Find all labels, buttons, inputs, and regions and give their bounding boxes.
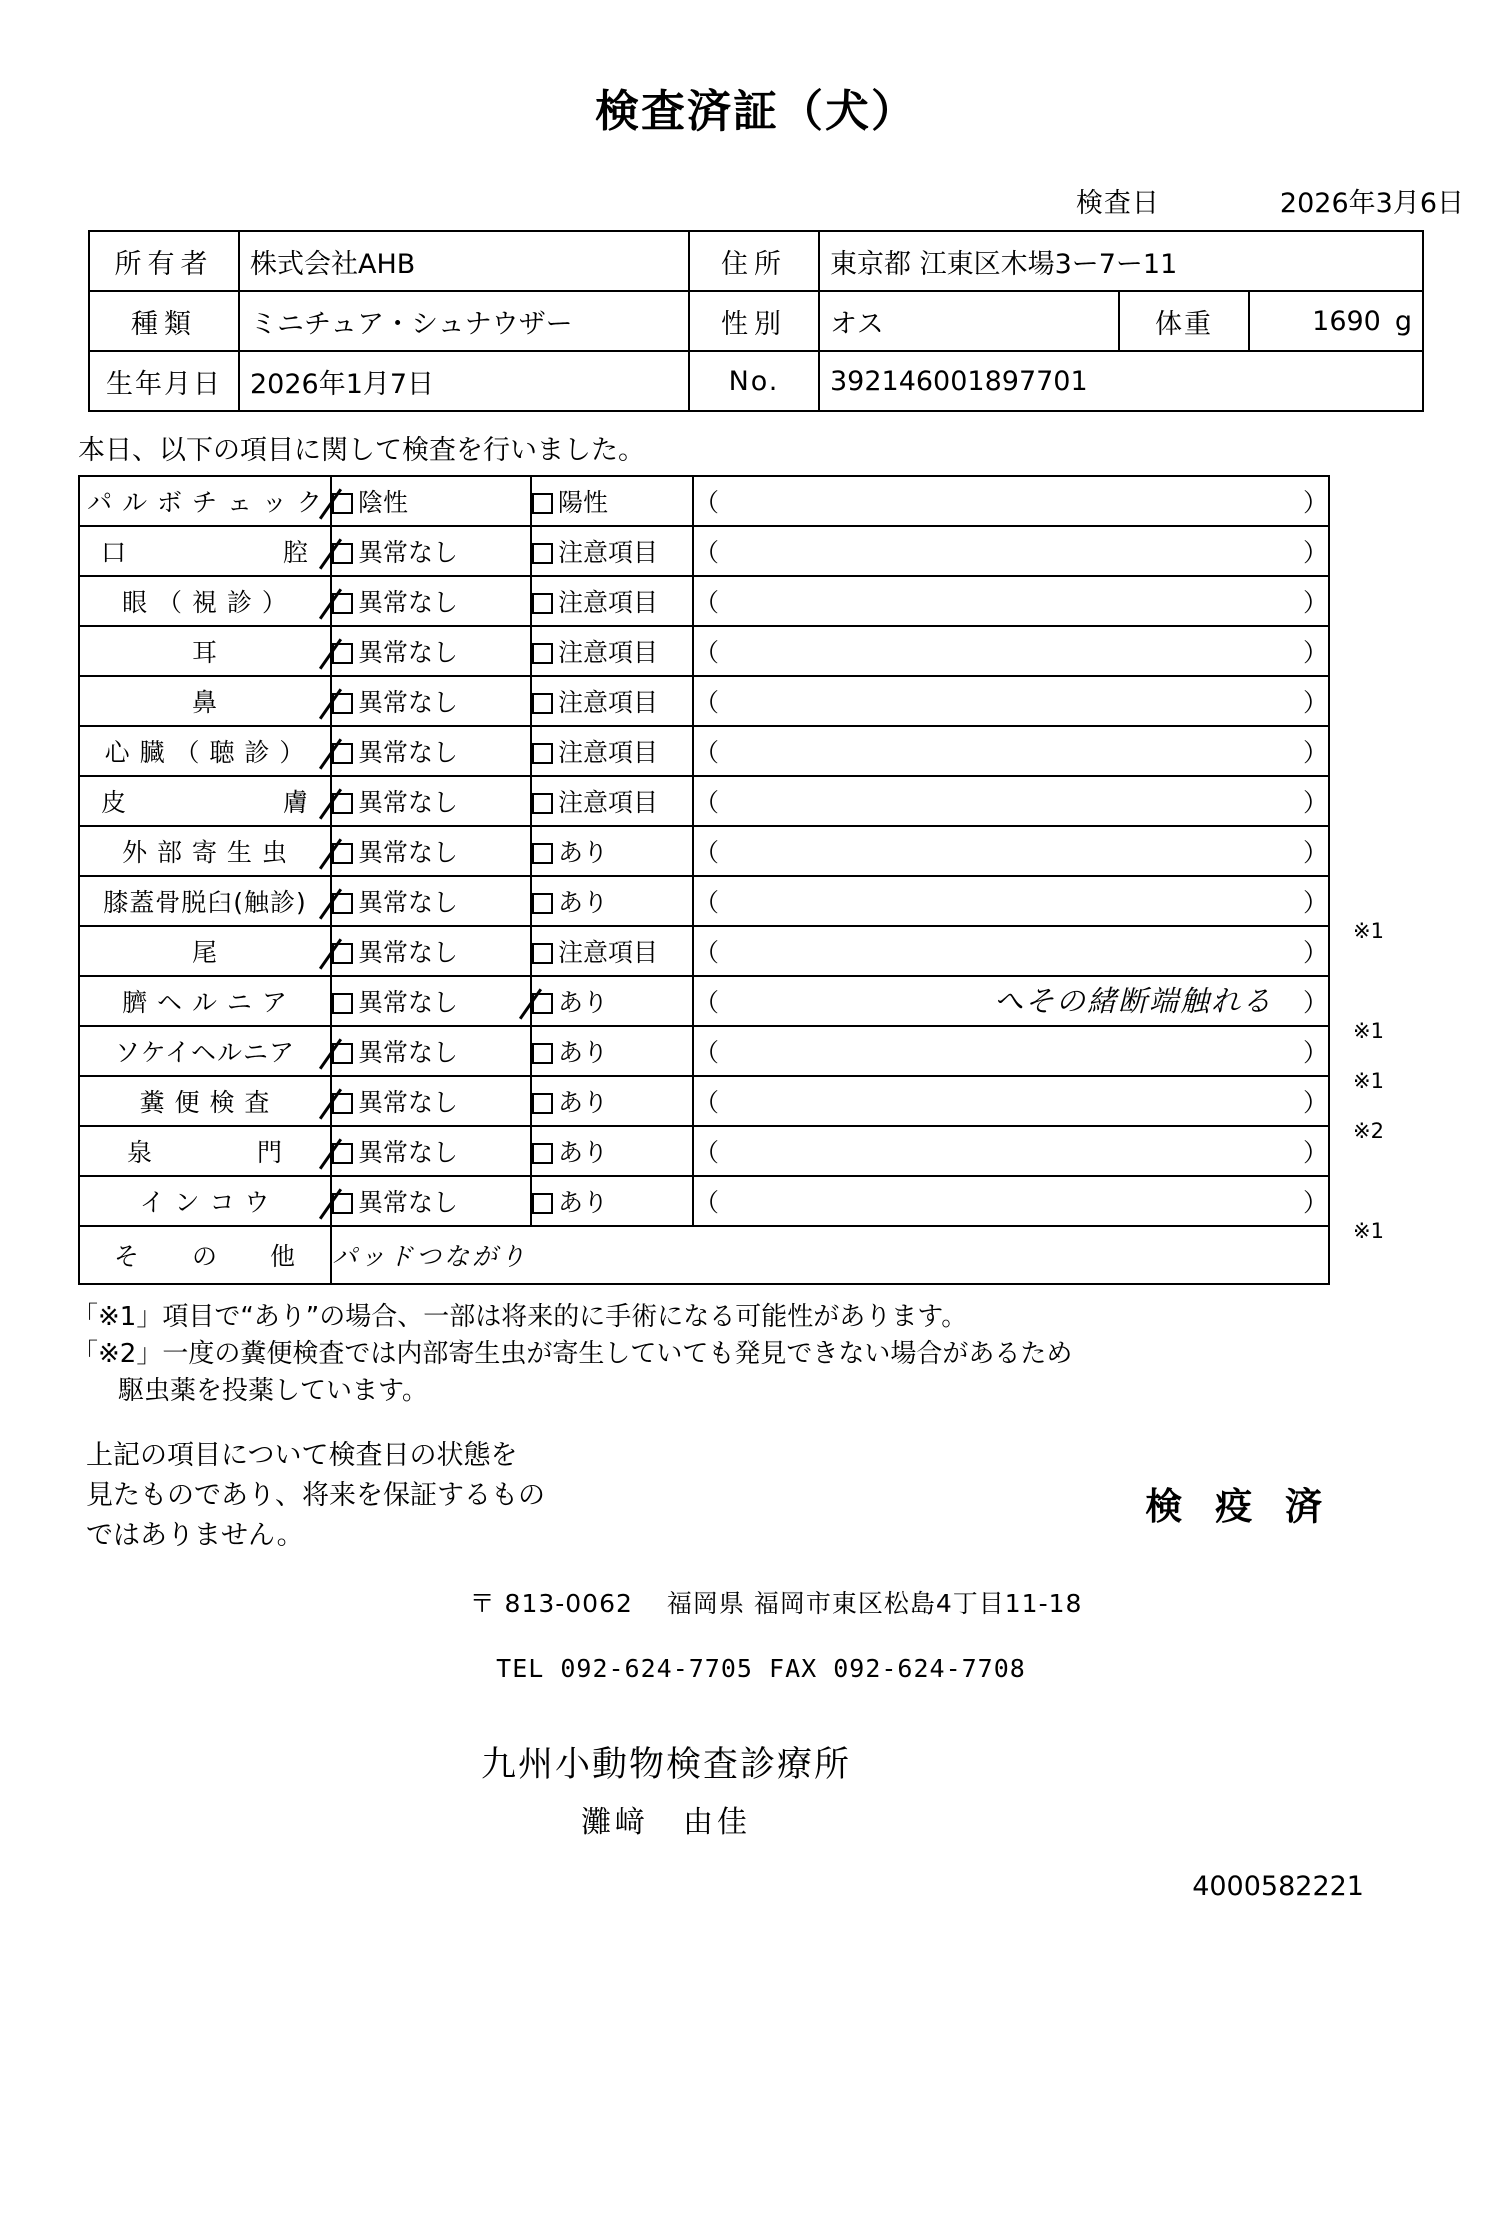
inspection-item-label: 耳 [79, 626, 331, 676]
option-1-label: 異常なし [358, 588, 459, 617]
option-1-label: 異常なし [358, 538, 459, 567]
checkbox-icon[interactable] [532, 643, 553, 664]
paren-close: ） [1302, 938, 1328, 967]
option-2-cell[interactable] [531, 976, 693, 1026]
checkbox-icon[interactable] [532, 543, 553, 564]
option-1-cell[interactable] [331, 926, 531, 976]
inspection-row [79, 476, 1329, 526]
option-2-label: 注意項目 [558, 938, 659, 967]
other-handwritten-comment[interactable]: パッドつながり [331, 1226, 1329, 1284]
option-2-cell[interactable] [531, 926, 693, 976]
checkbox-icon[interactable] [532, 1143, 553, 1164]
breed-label: 種類 [89, 291, 239, 351]
footnote-2: 「※2」一度の糞便検査では内部寄生虫が寄生していても発見できない場合があるため [72, 1338, 1073, 1369]
birth-value: 2026年1月7日 [239, 351, 689, 411]
option-2-label: あり [558, 888, 609, 917]
clinic-name: 九州小動物検査診療所 [480, 1744, 851, 1785]
option-2-cell[interactable] [531, 526, 693, 576]
inspection-row [79, 576, 1329, 626]
checkbox-icon[interactable] [532, 793, 553, 814]
paren-close: ） [1302, 638, 1328, 667]
clinic-tel-fax: TEL 092-624-7705 FAX 092-624-7708 [496, 1653, 1026, 1683]
inspection-item-label: パ ル ボ チ ェ ッ ク [79, 476, 331, 526]
inspection-item-label: 糞 便 検 査 [79, 1076, 331, 1126]
option-2-cell[interactable] [531, 1126, 693, 1176]
inspection-date-label: 検査日 [1075, 188, 1160, 219]
inspection-row [79, 1026, 1329, 1076]
inspection-item-label: 鼻 [79, 676, 331, 726]
paren-open: （ [694, 588, 720, 617]
checkbox-icon[interactable] [532, 1043, 553, 1064]
checkbox-icon[interactable] [332, 1093, 353, 1114]
option-2-cell[interactable] [531, 1026, 693, 1076]
option-2-label: 注意項目 [558, 788, 659, 817]
clinic-address-text: 福岡県 福岡市東区松島4丁目11-18 [666, 1588, 1083, 1618]
inspection-row [79, 726, 1329, 776]
option-1-cell[interactable] [331, 1076, 531, 1126]
option-2-cell[interactable] [531, 476, 693, 526]
inspection-item-label: 外 部 寄 生 虫 [79, 826, 331, 876]
checkbox-icon[interactable] [332, 593, 353, 614]
inspection-item-label: イ ン コ ウ [79, 1176, 331, 1226]
checkbox-icon[interactable] [532, 593, 553, 614]
option-1-label: 異常なし [358, 738, 459, 767]
comment-cell[interactable] [693, 1076, 1384, 1143]
document-number: 4000582221 [1192, 1870, 1364, 1902]
comment-cell[interactable] [693, 1126, 1329, 1176]
inspection-row [79, 876, 1329, 926]
option-1-label: 異常なし [358, 1138, 459, 1167]
option-2-label: あり [558, 988, 609, 1017]
option-2-cell[interactable] [531, 826, 693, 876]
option-2-cell[interactable] [531, 676, 693, 726]
paren-open: （ [694, 838, 720, 867]
quarantine-stamp: 検 疫 済 [1145, 1484, 1332, 1528]
checkbox-icon[interactable] [332, 843, 353, 864]
option-1-label: 異常なし [358, 788, 459, 817]
checkbox-icon[interactable] [332, 993, 353, 1014]
checkbox-icon[interactable] [332, 693, 353, 714]
paren-open: （ [694, 738, 720, 767]
paren-open: （ [694, 1138, 720, 1167]
sex-label: 性別 [689, 291, 819, 351]
footnote-marker: ※1 [1353, 1019, 1384, 1043]
checkbox-icon[interactable] [332, 1043, 353, 1064]
option-1-cell[interactable] [331, 826, 531, 876]
option-2-label: 注意項目 [558, 738, 659, 767]
no-label: No. [689, 351, 819, 411]
option-1-cell[interactable] [331, 1126, 531, 1176]
checkbox-icon[interactable] [332, 493, 353, 514]
clinic-zip: 〒 813-0062 [469, 1588, 633, 1618]
option-1-cell[interactable] [331, 976, 531, 1026]
inspection-row [79, 926, 1329, 976]
option-1-label: 異常なし [358, 1188, 459, 1217]
comment-cell[interactable] [693, 676, 1329, 726]
paren-close: ） [1302, 1088, 1328, 1117]
intro-text: 本日、以下の項目に関して検査を行いました。 [78, 435, 645, 466]
checkbox-icon[interactable] [532, 1093, 553, 1114]
comment-cell[interactable] [693, 926, 1329, 976]
paren-close: ） [1302, 538, 1328, 567]
footnote-marker: ※1 [1353, 1069, 1384, 1093]
paren-open: （ [694, 938, 720, 967]
option-1-label: 異常なし [358, 1088, 459, 1117]
footnote-1: 「※1」項目で“あり”の場合、一部は将来的に手術になる可能性があります。 [72, 1302, 968, 1332]
option-1-cell[interactable] [331, 526, 531, 576]
owner-value: 株式会社AHB [239, 231, 689, 291]
option-2-label: あり [558, 1088, 609, 1117]
checkbox-icon[interactable] [332, 793, 353, 814]
checkbox-icon[interactable] [332, 943, 353, 964]
paren-close: ） [1302, 488, 1328, 517]
disclaimer-text [86, 1436, 726, 1556]
option-1-cell[interactable] [331, 726, 531, 776]
option-2-label: あり [558, 1138, 609, 1167]
checkbox-icon[interactable] [532, 493, 553, 514]
paren-close: ） [1302, 588, 1328, 617]
checkbox-icon[interactable] [532, 993, 553, 1014]
option-1-cell[interactable] [331, 576, 531, 626]
inspection-date-value: 2026年3月6日 [1279, 188, 1464, 219]
lower-block [0, 1436, 1512, 1902]
paren-close: ） [1302, 788, 1328, 817]
disclaimer-line: ではありません。 [86, 1519, 304, 1551]
weight-value: 1690 [1312, 305, 1381, 337]
inspection-items-table [78, 475, 1384, 1285]
inspection-row [79, 526, 1329, 576]
option-2-cell[interactable] [531, 1076, 693, 1126]
checkbox-icon[interactable] [532, 893, 553, 914]
paren-open: （ [694, 488, 720, 517]
option-1-cell[interactable] [331, 1176, 531, 1226]
option-1-label: 異常なし [358, 838, 459, 867]
option-2-cell[interactable] [531, 576, 693, 626]
option-2-cell[interactable] [531, 726, 693, 776]
option-2-label: 注意項目 [558, 688, 659, 717]
option-1-label: 異常なし [358, 988, 459, 1017]
comment-cell[interactable] [693, 976, 1384, 1043]
comment-cell[interactable] [693, 1026, 1384, 1093]
footnote-marker: ※2 [1353, 1119, 1384, 1143]
paren-close: ） [1302, 1138, 1328, 1167]
inspection-item-label: 皮 膚 [79, 776, 331, 826]
footnote-marker: ※1 [1353, 1219, 1384, 1243]
paren-close: ） [1302, 738, 1328, 767]
paren-open: （ [694, 1038, 720, 1067]
header-row-breed [89, 291, 1423, 351]
header-info-table [88, 230, 1424, 412]
option-1-cell[interactable] [331, 776, 531, 826]
option-1-label: 陰性 [358, 488, 409, 517]
checkbox-icon[interactable] [532, 943, 553, 964]
inspection-item-label: 泉 門 [79, 1126, 331, 1176]
option-2-label: 陽性 [558, 488, 609, 517]
certificate-page [0, 75, 1512, 2225]
inspection-row [79, 676, 1329, 726]
owner-label: 所有者 [89, 231, 239, 291]
sex-value: オス [819, 291, 1119, 351]
other-row [79, 1226, 1329, 1284]
paren-close: ） [1302, 838, 1328, 867]
disclaimer-line: 上記の項目について検査日の状態を [86, 1439, 518, 1471]
checkbox-icon[interactable] [332, 643, 353, 664]
comment-cell[interactable] [693, 826, 1329, 876]
inspection-item-label: 尾 [79, 926, 331, 976]
inspection-row [79, 1076, 1329, 1126]
checkbox-icon[interactable] [332, 743, 353, 764]
inspection-item-label: ソケイヘルニア [79, 1026, 331, 1076]
paren-close: ） [1302, 888, 1328, 917]
header-row-birth [89, 351, 1423, 411]
address-value: 東京都 江東区木場3ー7ー11 [819, 231, 1423, 291]
option-1-label: 異常なし [358, 688, 459, 717]
inspection-item-label: 臍 ヘ ル ニ ア [79, 976, 331, 1026]
option-2-cell[interactable] [531, 1176, 693, 1226]
option-1-label: 異常なし [358, 938, 459, 967]
checkbox-icon[interactable] [532, 843, 553, 864]
paren-open: （ [694, 888, 720, 917]
weight-unit: g [1394, 305, 1412, 337]
weight-label: 体重 [1119, 291, 1249, 351]
page-title: 検査済証（犬） [595, 86, 917, 137]
option-2-label: あり [558, 838, 609, 867]
paren-open: （ [694, 1088, 720, 1117]
inspection-row [79, 776, 1329, 826]
checkbox-icon[interactable] [532, 743, 553, 764]
paren-open: （ [694, 1188, 720, 1217]
paren-close: ） [1302, 988, 1328, 1017]
option-2-label: 注意項目 [558, 638, 659, 667]
comment-cell[interactable] [693, 626, 1329, 676]
inspection-row [79, 1126, 1329, 1176]
disclaimer-line: 見たものであり、将来を保証するもの [86, 1479, 545, 1511]
paren-open: （ [694, 988, 720, 1017]
inspection-row [79, 1176, 1329, 1226]
footnotes [72, 1299, 1512, 1410]
inspection-row [79, 976, 1329, 1026]
comment-cell[interactable] [693, 526, 1329, 576]
comment-cell[interactable] [693, 776, 1329, 826]
other-label: そ の 他 [79, 1226, 331, 1284]
paren-open: （ [694, 788, 720, 817]
option-2-cell[interactable] [531, 776, 693, 826]
comment-cell[interactable] [693, 1176, 1384, 1243]
option-2-cell[interactable] [531, 876, 693, 926]
option-2-label: 注意項目 [558, 538, 659, 567]
footnote-marker: ※1 [1353, 919, 1384, 943]
clinic-address [0, 1584, 1512, 1620]
option-1-cell[interactable] [331, 1026, 531, 1076]
inspection-row [79, 626, 1329, 676]
inspection-item-label: 心 臓 （ 聴 診 ） [79, 726, 331, 776]
option-1-label: 異常なし [358, 638, 459, 667]
option-1-cell[interactable] [331, 876, 531, 926]
checkbox-icon[interactable] [332, 1143, 353, 1164]
comment-cell[interactable] [693, 476, 1329, 526]
checkbox-icon[interactable] [332, 543, 353, 564]
option-1-cell[interactable] [331, 476, 531, 526]
inspection-item-label: 眼 （ 視 診 ） [79, 576, 331, 626]
birth-label: 生年月日 [89, 351, 239, 411]
no-value: 392146001897701 [819, 351, 1423, 411]
paren-close: ） [1302, 1188, 1328, 1217]
header-row-owner [89, 231, 1423, 291]
checkbox-icon[interactable] [332, 1193, 353, 1214]
option-1-cell[interactable] [331, 676, 531, 726]
option-1-label: 異常なし [358, 888, 459, 917]
checkbox-icon[interactable] [332, 893, 353, 914]
option-2-label: 注意項目 [558, 588, 659, 617]
option-2-cell[interactable] [531, 626, 693, 676]
weight-value-cell [1249, 291, 1423, 351]
comment-cell[interactable] [693, 726, 1329, 776]
paren-open: （ [694, 538, 720, 567]
breed-value: ミニチュア・シュナウザー [239, 291, 689, 351]
examiner-name: 灘﨑 由佳 [581, 1804, 751, 1840]
inspection-item-label: 膝蓋骨脱臼(触診) [79, 876, 331, 926]
option-2-label: あり [558, 1038, 609, 1067]
paren-open: （ [694, 688, 720, 717]
option-2-label: あり [558, 1188, 609, 1217]
inspection-item-label: 口 腔 [79, 526, 331, 576]
checkbox-icon[interactable] [532, 693, 553, 714]
checkbox-icon[interactable] [532, 1193, 553, 1214]
comment-cell[interactable] [693, 876, 1384, 943]
address-label: 住所 [689, 231, 819, 291]
option-1-cell[interactable] [331, 626, 531, 676]
comment-cell[interactable] [693, 576, 1329, 626]
paren-open: （ [694, 638, 720, 667]
paren-close: ） [1302, 688, 1328, 717]
inspection-row [79, 826, 1329, 876]
paren-close: ） [1302, 1038, 1328, 1067]
inspection-date-line [0, 181, 1512, 220]
option-1-label: 異常なし [358, 1038, 459, 1067]
footnote-3: 駆虫薬を投薬しています。 [118, 1375, 428, 1406]
handwritten-comment: へその緒断端触れる [994, 984, 1274, 1018]
